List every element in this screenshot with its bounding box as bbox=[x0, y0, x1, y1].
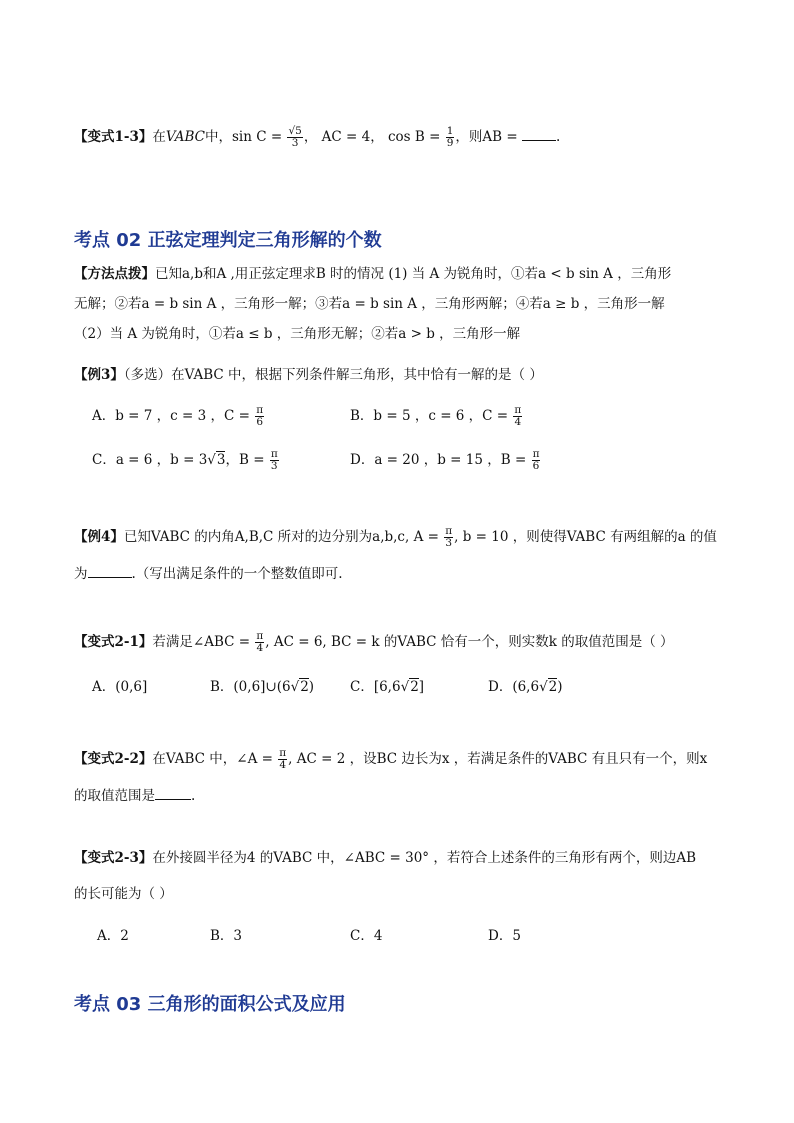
variant-2-3-option-b: B．3 bbox=[210, 928, 243, 944]
variant-2-3-line-2: 的长可能为（ ） bbox=[74, 886, 173, 902]
method-line-3: （2）当 A 为锐角时，①若a ≤ b ，三角形无解；②若a > b ，三角形一解 bbox=[74, 326, 521, 342]
sqrt-symbol: √ bbox=[400, 679, 410, 695]
variant-2-1-option-b: B．(0,6]∪(6√2) bbox=[210, 679, 315, 695]
sqrt-symbol: √ bbox=[207, 452, 216, 468]
example-3-option-a: A．b = 7 ，c = 3 ，C = $\frac{\pi}{6}$ bbox=[92, 404, 264, 428]
example-4-line-1: 【例4】已知VABC 的内角A,B,C 所对的边分别为a,b,c, A = $\frac{\pi}{3}$ , b = 10 ，则使得VABC 有两组解的a 的值 bbox=[74, 525, 717, 549]
variant-2-2-line-2: 的取值范围是 . bbox=[74, 788, 196, 804]
section-02-heading: 考点 02 正弦定理判定三角形解的个数 bbox=[74, 230, 382, 251]
method-line-2: 无解；②若a = b sin A ，三角形一解；③若a = b sin A ，三角形两解；④若a ≥ b ，三角形一解 bbox=[74, 296, 665, 312]
sqrt-symbol: √ bbox=[290, 679, 300, 695]
variant-2-3-line-1: 【变式2-3】在外接圆半径为4 的VABC 中，∠ABC = 30° ，若符合上述条件的三角形有两个，则边AB bbox=[74, 850, 696, 866]
answer-blank bbox=[155, 799, 191, 800]
example-4-line-2: 为 .（写出满足条件的一个整数值即可. bbox=[74, 566, 343, 582]
sinC-fraction: $\frac{√5}{3}$ bbox=[288, 125, 302, 149]
fraction: $\frac{\pi}{6}$ bbox=[532, 448, 540, 472]
answer-blank bbox=[522, 140, 556, 141]
sqrt-symbol: √ bbox=[539, 679, 548, 695]
variant-2-1-option-a: A．(0,6] bbox=[92, 679, 148, 695]
variant-2-3-option-d: D．5 bbox=[488, 928, 521, 944]
variant-2-1-option-c: C．[6,6√2] bbox=[350, 679, 425, 695]
variant-2-2-line-1: 【变式2-2】在VABC 中，∠A = $\frac{\pi}{4}$ , AC = 2 ，设BC 边长为x ，若满足条件的VABC 有且只有一个，则x bbox=[74, 747, 708, 771]
cosB-fraction: $\frac{1}{9}$ bbox=[446, 125, 454, 149]
example-3-option-b: B．b = 5 ，c = 6 ，C = $\frac{\pi}{4}$ bbox=[350, 404, 522, 428]
fraction: $\frac{\pi}{4}$ bbox=[256, 630, 264, 654]
example-3-question: 【例3】（多选）在VABC 中，根据下列条件解三角形，其中恰有一解的是（ ） bbox=[74, 367, 543, 383]
answer-blank bbox=[88, 577, 132, 578]
fraction: $\frac{\pi}{4}$ bbox=[279, 747, 287, 771]
example-3-option-c: C．a = 6 ，b = 3√3，B = $\frac{\pi}{3}$ bbox=[92, 448, 278, 472]
example-3-option-d: D．a = 20 ，b = 15 ，B = $\frac{\pi}{6}$ bbox=[350, 448, 540, 472]
fraction: $\frac{\pi}{3}$ bbox=[270, 448, 278, 472]
fraction: $\frac{\pi}{3}$ bbox=[445, 525, 453, 549]
method-line-1: 【方法点拨】已知a,b和A ,用正弦定理求B 时的情况 (1) 当 A 为锐角时，①若a < b sin A ，三角形 bbox=[74, 266, 672, 282]
section-03-heading: 考点 03 三角形的面积公式及应用 bbox=[74, 994, 346, 1015]
fraction: $\frac{\pi}{4}$ bbox=[514, 404, 522, 428]
variant-1-3-question: 【变式1-3】在VABC中，sin C = $\frac{√5}{3}$ ， AC = 4， cos B = $\frac{1}{9}$ ，则AB = . bbox=[74, 125, 561, 149]
variant-2-3-option-c: C．4 bbox=[350, 928, 383, 944]
fraction: $\frac{\pi}{6}$ bbox=[256, 404, 264, 428]
variant-2-1-question: 【变式2-1】若满足∠ABC = $\frac{\pi}{4}$ , AC = 6, BC = k 的VABC 恰有一个，则实数k 的取值范围是（ ） bbox=[74, 630, 674, 654]
variant-2-1-option-d: D．(6,6√2) bbox=[488, 679, 563, 695]
variant-2-3-option-a: A．2 bbox=[97, 928, 129, 944]
